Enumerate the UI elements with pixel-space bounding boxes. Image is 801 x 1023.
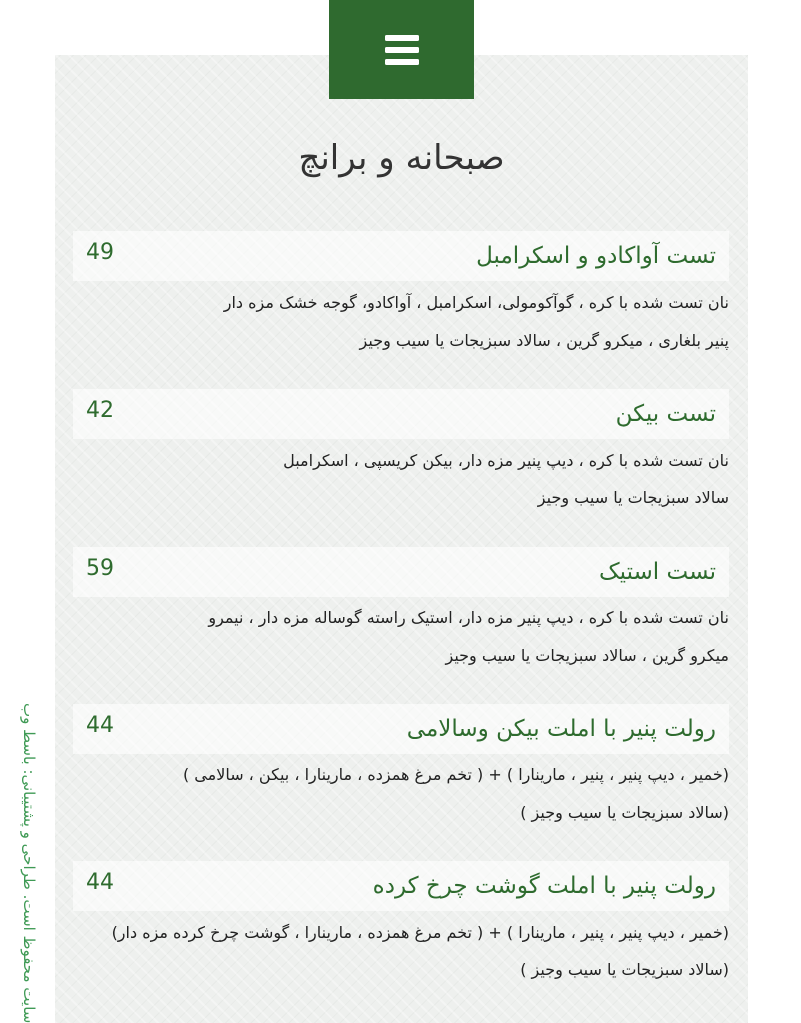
- menu-item-name: رولت پنیر با املت گوشت چرخ کرده: [372, 873, 716, 899]
- menu-item-header: [73, 389, 729, 439]
- menu-item-price: 42: [86, 398, 114, 423]
- menu-item-description: (سالاد سبزیجات یا سیب وجیز ): [520, 803, 729, 822]
- menu-item-header: [73, 861, 729, 911]
- menu-item-header: [73, 231, 729, 281]
- hamburger-icon: [385, 35, 419, 65]
- menu-item-description: (خمیر ، دیپ پنیر ، پنیر ، مارینارا ) + ( تخم مرغ همزده ، مارینارا ، بیکن ، سالامی ): [182, 765, 729, 784]
- menu-item-description: (خمیر ، دیپ پنیر ، پنیر ، مارینارا ) + ( تخم مرغ همزده ، مارینارا ، گوشت چرخ کرده مزه دار): [111, 923, 729, 942]
- site-credit[interactable]: سایت محفوظ است. طراحی و پشتیبانی: باسط وب: [20, 702, 38, 1023]
- menu-item-price: 44: [86, 870, 114, 895]
- menu-item-description: نان تست شده با کره ، گوآکومولی، اسکرامبل ، آواکادو، گوجه خشک مزه دار: [223, 293, 729, 312]
- menu-item-description: پنیر بلغاری ، میکرو گرین ، سالاد سبزیجات یا سیب وجیز: [359, 331, 729, 350]
- menu-item-price: 44: [86, 713, 114, 738]
- menu-item-description: میکرو گرین ، سالاد سبزیجات یا سیب وجیز: [445, 646, 729, 665]
- menu-item-name: تست آواکادو و اسکرامبل: [476, 243, 716, 269]
- menu-item-header: [73, 704, 729, 754]
- menu-item-name: تست بیکن: [615, 401, 716, 427]
- menu-item-description: سالاد سبزیجات یا سیب وجیز: [537, 488, 729, 507]
- menu-item-description: نان تست شده با کره ، دیپ پنیر مزه دار، استیک راسته گوساله مزه دار ، نیمرو: [208, 608, 729, 627]
- menu-toggle-button[interactable]: [329, 0, 474, 99]
- menu-item-price: 49: [86, 240, 114, 265]
- menu-item-name: رولت پنیر با املت بیکن وسالامی: [406, 716, 716, 742]
- section-title: صبحانه و برانچ: [298, 138, 505, 178]
- menu-item-header: [73, 547, 729, 597]
- menu-item-name: تست استیک: [599, 559, 716, 585]
- menu-item-description: نان تست شده با کره ، دیپ پنیر مزه دار، بیکن کریسپی ، اسکرامبل: [283, 451, 729, 470]
- menu-item-price: 59: [86, 556, 114, 581]
- menu-item-description: (سالاد سبزیجات یا سیب وجیز ): [520, 960, 729, 979]
